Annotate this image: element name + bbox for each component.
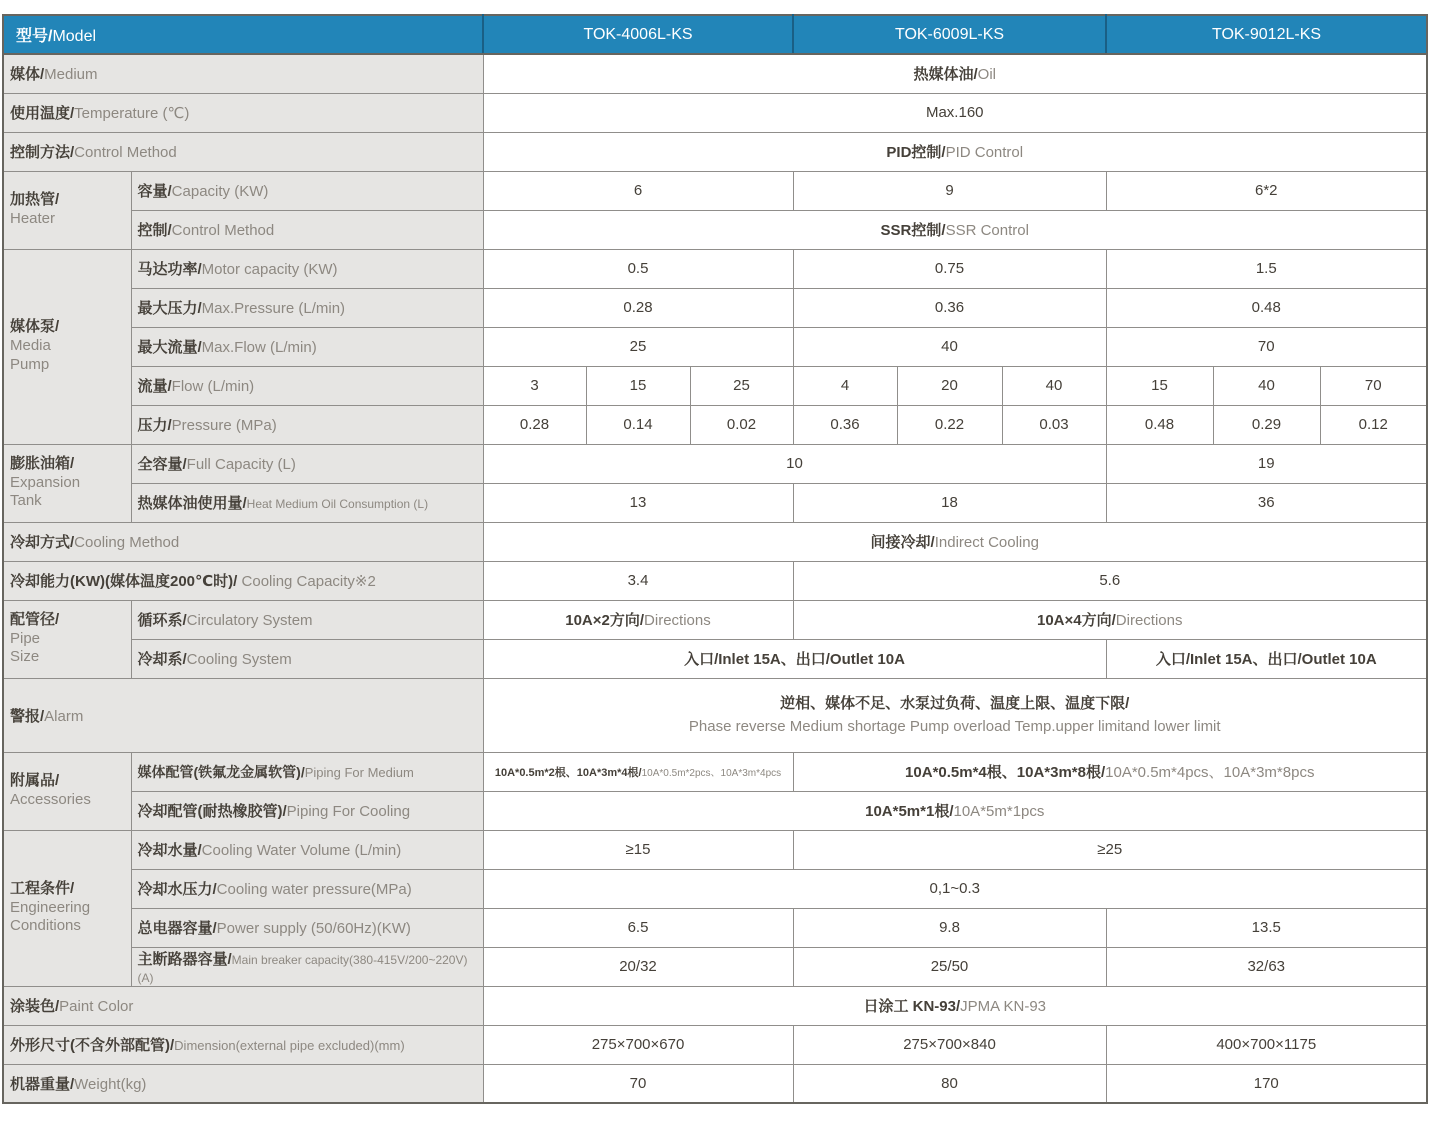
label-water-volume: 冷却水量/Cooling Water Volume (L/min) xyxy=(131,830,483,869)
value-main-breaker-3: 32/63 xyxy=(1106,947,1427,986)
row-weight xyxy=(3,1064,1427,1103)
row-temperature xyxy=(3,93,1427,132)
value-pump-max-flow-1: 25 xyxy=(483,327,793,366)
label-tank-full-capacity: 全容量/Full Capacity (L) xyxy=(131,444,483,483)
value-pressure-3b: 0.29 xyxy=(1213,405,1320,444)
value-pressure-1c: 0.02 xyxy=(690,405,793,444)
header-row xyxy=(3,15,1427,54)
value-pressure-2a: 0.36 xyxy=(793,405,897,444)
row-tank-oil-consumption xyxy=(3,483,1427,522)
row-pump-pressure xyxy=(3,405,1427,444)
label-pump-max-flow: 最大流量/Max.Flow (L/min) xyxy=(131,327,483,366)
row-alarm xyxy=(3,678,1427,752)
label-pump-motor: 马达功率/Motor capacity (KW) xyxy=(131,249,483,288)
value-oil-consumption-2: 18 xyxy=(793,483,1106,522)
label-weight: 机器重量/Weight(kg) xyxy=(3,1064,483,1103)
value-tank-full-capacity-3: 19 xyxy=(1106,444,1427,483)
row-pipe-circulatory xyxy=(3,600,1427,639)
row-dimension xyxy=(3,1025,1427,1064)
row-cooling-method xyxy=(3,522,1427,561)
label-heater-control: 控制/Control Method xyxy=(131,210,483,249)
row-pump-motor xyxy=(3,249,1427,288)
model-header-cell xyxy=(3,15,483,54)
row-pump-max-flow xyxy=(3,327,1427,366)
value-water-pressure: 0,1~0.3 xyxy=(483,869,1427,908)
value-cooling-capacity-23: 5.6 xyxy=(793,561,1427,600)
label-cooling-method: 冷却方式/Cooling Method xyxy=(3,522,483,561)
value-power-supply-2: 9.8 xyxy=(793,908,1106,947)
row-main-breaker xyxy=(3,947,1427,986)
value-paint-color: 日涂工 KN-93/JPMA KN-93 xyxy=(483,986,1427,1025)
value-flow-2c: 40 xyxy=(1002,366,1106,405)
value-pressure-3a: 0.48 xyxy=(1106,405,1213,444)
label-pump-pressure: 压力/Pressure (MPa) xyxy=(131,405,483,444)
row-pipe-cooling-system xyxy=(3,639,1427,678)
row-medium xyxy=(3,54,1427,93)
value-pump-max-pressure-3: 0.48 xyxy=(1106,288,1427,327)
row-tank-full-capacity xyxy=(3,444,1427,483)
value-pressure-2b: 0.22 xyxy=(897,405,1002,444)
label-pipe-circulatory: 循环系/Circulatory System xyxy=(131,600,483,639)
label-heater-capacity: 容量/Capacity (KW) xyxy=(131,171,483,210)
group-label-pipe-size: 配管径/ Pipe Size xyxy=(3,600,131,678)
label-water-pressure: 冷却水压力/Cooling water pressure(MPa) xyxy=(131,869,483,908)
row-water-volume xyxy=(3,830,1427,869)
value-alarm: 逆相、媒体不足、水泵过负荷、温度上限、温度下限/ Phase reverse Medium shortage Pump overload Temp.upper limitand lower limit xyxy=(483,678,1427,752)
label-alarm: 警报/Alarm xyxy=(3,678,483,752)
value-pressure-3c: 0.12 xyxy=(1320,405,1427,444)
value-main-breaker-1: 20/32 xyxy=(483,947,793,986)
value-oil-consumption-3: 36 xyxy=(1106,483,1427,522)
value-flow-1a: 3 xyxy=(483,366,586,405)
value-power-supply-3: 13.5 xyxy=(1106,908,1427,947)
value-pump-max-flow-2: 40 xyxy=(793,327,1106,366)
value-circulatory-23: 10A×4方向/Directions xyxy=(793,600,1427,639)
row-paint-color xyxy=(3,986,1427,1025)
value-heater-capacity-3: 6*2 xyxy=(1106,171,1427,210)
value-flow-2a: 4 xyxy=(793,366,897,405)
value-piping-medium-23: 10A*0.5m*4根、10A*3m*8根/10A*0.5m*4pcs、10A*3m*8pcs xyxy=(793,752,1427,791)
value-circulatory-1: 10A×2方向/Directions xyxy=(483,600,793,639)
value-pump-motor-1: 0.5 xyxy=(483,249,793,288)
value-cooling-system-12: 入口/Inlet 15A、出口/Outlet 10A xyxy=(483,639,1106,678)
label-cooling-capacity: 冷却能力(KW)(媒体温度200℃时)/ Cooling Capacity※2 xyxy=(3,561,483,600)
model-header-zh: 型号/ xyxy=(16,28,53,45)
value-control-method: PID控制/PID Control xyxy=(483,132,1427,171)
label-dimension: 外形尺寸(不含外部配管)/Dimension(external pipe excluded)(mm) xyxy=(3,1025,483,1064)
value-heater-capacity-1: 6 xyxy=(483,171,793,210)
label-piping-medium: 媒体配管(铁氟龙金属软管)/Piping For Medium xyxy=(131,752,483,791)
value-pump-max-flow-3: 70 xyxy=(1106,327,1427,366)
value-pressure-1b: 0.14 xyxy=(586,405,690,444)
value-flow-3a: 15 xyxy=(1106,366,1213,405)
row-control-method xyxy=(3,132,1427,171)
value-flow-3b: 40 xyxy=(1213,366,1320,405)
value-dimension-3: 400×700×1175 xyxy=(1106,1025,1427,1064)
label-main-breaker: 主断路器容量/Main breaker capacity(380-415V/200~220V)(A) xyxy=(131,947,483,986)
label-tank-oil-consumption: 热媒体油使用量/Heat Medium Oil Consumption (L) xyxy=(131,483,483,522)
value-dimension-2: 275×700×840 xyxy=(793,1025,1106,1064)
value-cooling-method: 间接冷却/Indirect Cooling xyxy=(483,522,1427,561)
value-piping-medium-1: 10A*0.5m*2根、10A*3m*4根/10A*0.5m*2pcs、10A*3m*4pcs xyxy=(483,752,793,791)
model-name-2: TOK-6009L-KS xyxy=(793,15,1106,54)
value-pressure-2c: 0.03 xyxy=(1002,405,1106,444)
label-control-method: 控制方法/Control Method xyxy=(3,132,483,171)
value-flow-2b: 20 xyxy=(897,366,1002,405)
value-heater-capacity-2: 9 xyxy=(793,171,1106,210)
value-pump-max-pressure-2: 0.36 xyxy=(793,288,1106,327)
value-piping-cooling: 10A*5m*1根/10A*5m*1pcs xyxy=(483,791,1427,830)
row-piping-medium xyxy=(3,752,1427,791)
value-flow-1b: 15 xyxy=(586,366,690,405)
value-main-breaker-2: 25/50 xyxy=(793,947,1106,986)
label-paint-color: 涂装色/Paint Color xyxy=(3,986,483,1025)
row-pump-flow xyxy=(3,366,1427,405)
value-water-volume-23: ≥25 xyxy=(793,830,1427,869)
value-power-supply-1: 6.5 xyxy=(483,908,793,947)
value-cooling-system-3: 入口/Inlet 15A、出口/Outlet 10A xyxy=(1106,639,1427,678)
row-water-pressure xyxy=(3,869,1427,908)
row-piping-cooling xyxy=(3,791,1427,830)
label-power-supply: 总电器容量/Power supply (50/60Hz)(KW) xyxy=(131,908,483,947)
group-label-expansion-tank: 膨胀油箱/ Expansion Tank xyxy=(3,444,131,522)
value-cooling-capacity-1: 3.4 xyxy=(483,561,793,600)
value-pressure-1a: 0.28 xyxy=(483,405,586,444)
row-power-supply xyxy=(3,908,1427,947)
group-label-heater: 加热管/ Heater xyxy=(3,171,131,249)
label-pipe-cooling-system: 冷却系/Cooling System xyxy=(131,639,483,678)
group-label-media-pump: 媒体泵/ Media Pump xyxy=(3,249,131,444)
row-heater-control xyxy=(3,210,1427,249)
group-label-engineering: 工程条件/ Engineering Conditions xyxy=(3,830,131,986)
label-pump-max-pressure: 最大压力/Max.Pressure (L/min) xyxy=(131,288,483,327)
label-temperature: 使用温度/Temperature (℃) xyxy=(3,93,483,132)
row-heater-capacity xyxy=(3,171,1427,210)
value-heater-control: SSR控制/SSR Control xyxy=(483,210,1427,249)
value-water-volume-1: ≥15 xyxy=(483,830,793,869)
value-pump-motor-2: 0.75 xyxy=(793,249,1106,288)
label-pump-flow: 流量/Flow (L/min) xyxy=(131,366,483,405)
value-medium: 热媒体油/Oil xyxy=(483,54,1427,93)
model-name-1: TOK-4006L-KS xyxy=(483,15,793,54)
label-medium: 媒体/Medium xyxy=(3,54,483,93)
value-dimension-1: 275×700×670 xyxy=(483,1025,793,1064)
model-header-en: Model xyxy=(52,28,97,45)
value-tank-full-capacity-12: 10 xyxy=(483,444,1106,483)
spec-table xyxy=(2,14,1428,1104)
value-weight-2: 80 xyxy=(793,1064,1106,1103)
value-flow-3c: 70 xyxy=(1320,366,1427,405)
value-pump-max-pressure-1: 0.28 xyxy=(483,288,793,327)
row-cooling-capacity xyxy=(3,561,1427,600)
value-oil-consumption-1: 13 xyxy=(483,483,793,522)
value-flow-1c: 25 xyxy=(690,366,793,405)
value-pump-motor-3: 1.5 xyxy=(1106,249,1427,288)
model-name-3: TOK-9012L-KS xyxy=(1106,15,1427,54)
value-weight-1: 70 xyxy=(483,1064,793,1103)
value-weight-3: 170 xyxy=(1106,1064,1427,1103)
label-piping-cooling: 冷却配管(耐热橡胶管)/Piping For Cooling xyxy=(131,791,483,830)
group-label-accessories: 附属品/ Accessories xyxy=(3,752,131,830)
value-temperature: Max.160 xyxy=(483,93,1427,132)
row-pump-max-pressure xyxy=(3,288,1427,327)
